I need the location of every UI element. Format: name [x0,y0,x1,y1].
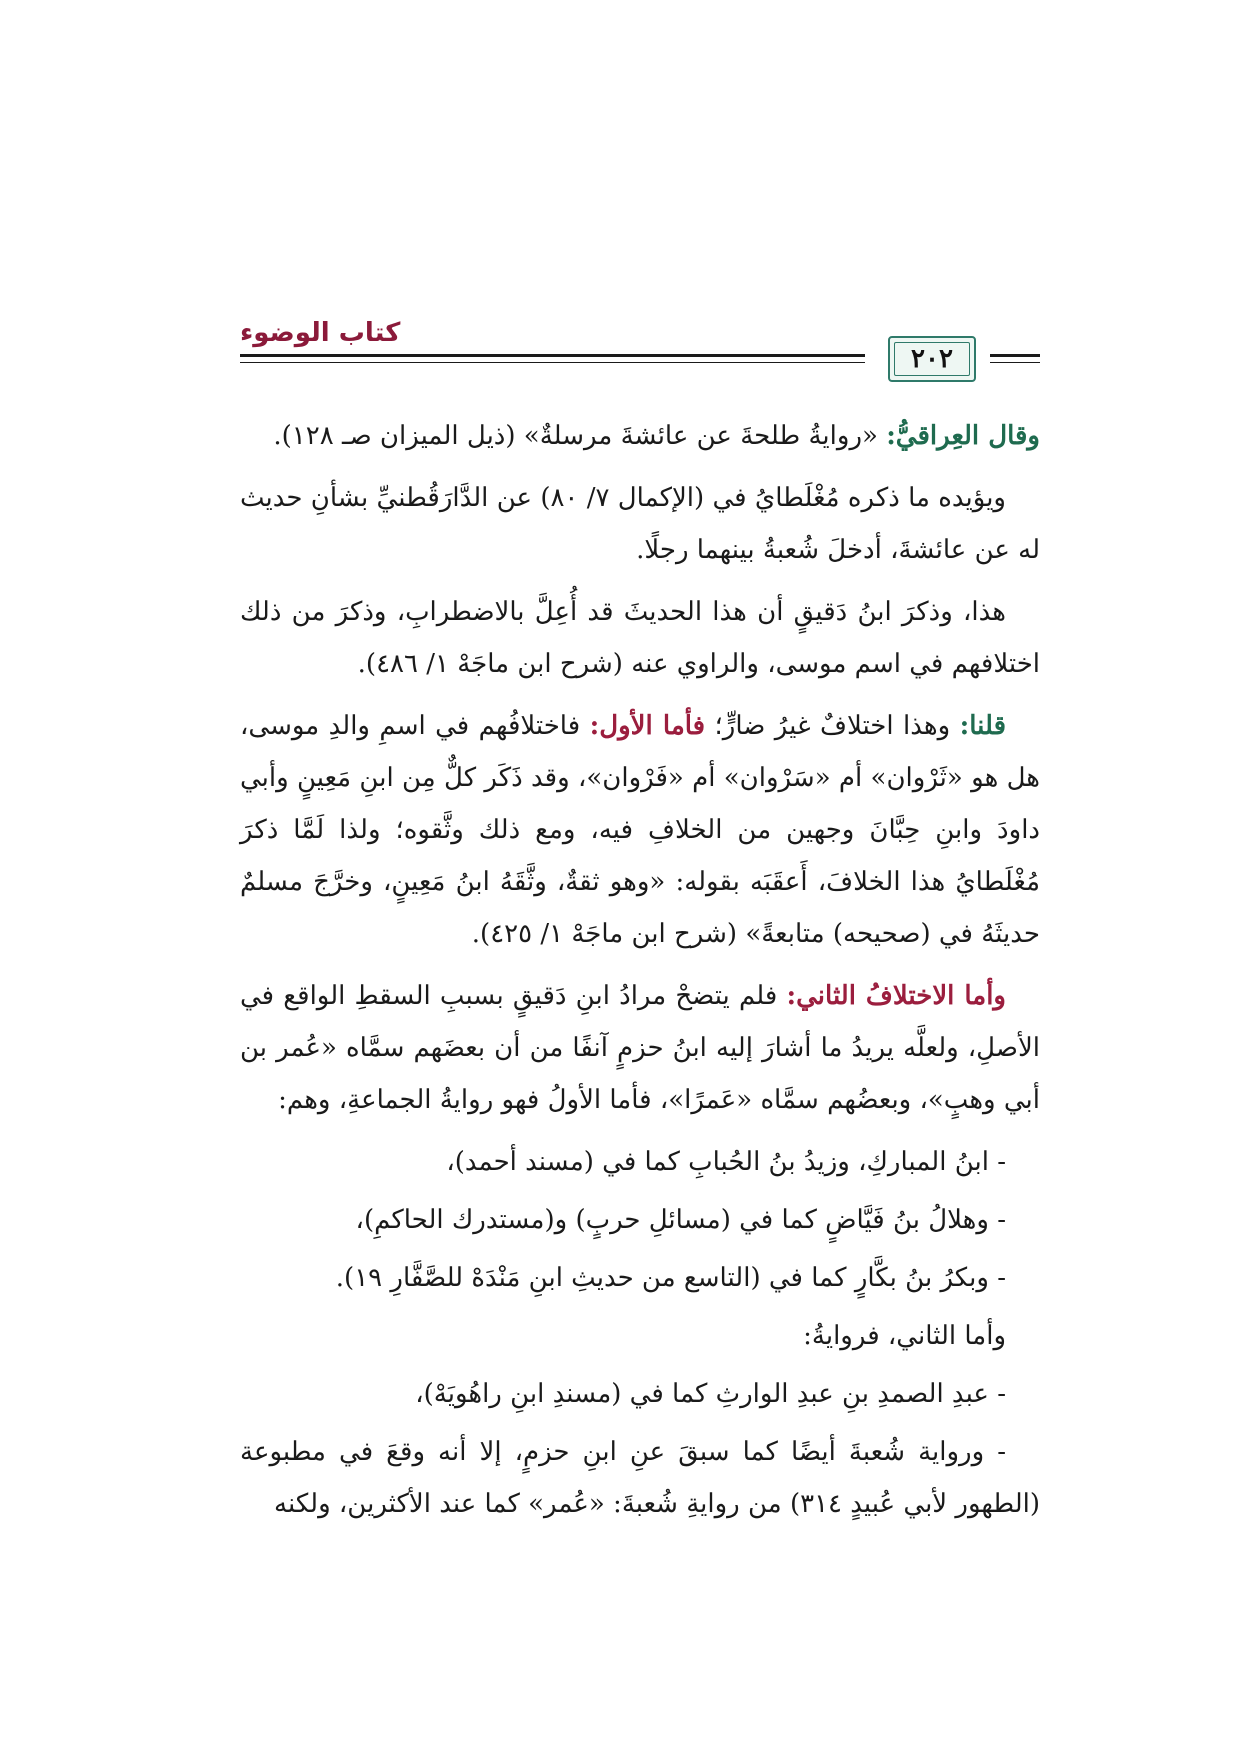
qulna-label: قلنا: [959,711,1006,741]
page-number-badge [888,336,976,382]
paragraph-ibn-daqiq [240,586,1040,690]
paragraph-iraqi [240,410,1040,462]
list-item: - وهلالُ بنُ فَيَّاضٍ كما في (مسائلِ حربٍ) و(مستدرك الحاكمِ)، [355,1205,1006,1235]
header-rule-thin [240,362,865,363]
paragraph-text: «روايةُ طلحةَ عن عائشةَ مرسلةٌ» (ذيل الميزان صـ ١٢٨). [273,421,887,451]
paragraph-second-difference [240,970,1040,1126]
page-number: ٢٠٢ [911,344,953,374]
list-item: - وبكرُ بنُ بكَّارٍ كما في (التاسع من حديثِ ابنِ مَنْدَهْ للصَّفَّارِ ١٩). [335,1263,1006,1293]
paragraph-qulna [240,700,1040,960]
paragraph-text: وهذا اختلافٌ غيرُ ضارٍّ؛ [705,711,960,741]
page-header [240,318,1040,388]
header-rule-right [990,354,1040,357]
book-title: كتاب الوضوء [240,318,401,348]
paragraph-shuba [240,1426,1040,1530]
speaker-label: وقال العِراقيُّ: [886,421,1040,451]
header-rule [240,354,865,357]
second-point-label: وأما الاختلافُ الثاني: [786,981,1006,1011]
paragraph-text: هذا، وذكرَ ابنُ دَقيقٍ أن هذا الحديثَ قد أُعِلَّ بالاضطرابِ، وذكرَ من ذلك اختلافهم في اسم موسى، والراوي عنه (شرح ابن ماجَهْ ١/ ٤٨٦). [240,597,1040,679]
paragraph-text: فاختلافُهم في اسمِ والدِ موسى، هل هو «ثَرْوان» أم «سَرْوان» أم «فَرْوان»، وقد ذَكَر كلٌّ مِن ابنِ مَعِينٍ وأبي داودَ وابنِ حِبَّانَ وجهين من الخلافِ فيه، ومع ذلك وثَّقوه؛ ولذا لَمَّا ذكرَ مُغْلَطايُ هذا الخلافَ، أَعقَبَه بقوله: «وهو ثقةٌ، وثَّقَهُ ابنُ مَعِينٍ، وخرَّجَ مسلمٌ حديثَهُ في (صحيحه) متابعةً» (شرح ابن ماجَهْ ١/ ٤٢٥). [240,711,1040,949]
paragraph-text: - ورواية شُعبةَ أيضًا كما سبقَ عنِ ابنِ حزمٍ، إلا أنه وقعَ في مطبوعة (الطهور لأبي عُبيدٍ ٣١٤) من روايةِ شُعبةَ: «عُمر» كما عند الأكثرين، ولكنه [240,1437,1040,1519]
paragraph-mughaltay [240,472,1040,576]
paragraph-text: فلم يتضحْ مرادُ ابنِ دَقيقٍ بسببِ السقطِ الواقع في الأصلِ، ولعلَّه يريدُ ما أشارَ إليه ابنُ حزمٍ آنفًا من أن بعضَهم سمَّاه «عُمر بن أبي وهبٍ»، وبعضُهم سمَّاه «عَمرًا»، فأما الأولُ فهو روايةُ الجماعةِ، وهم: [240,981,1040,1115]
paragraph-text: ويؤيده ما ذكره مُغْلَطايُ في (الإكمال ٧/ ٨٠) عن الدَّارَقُطنيِّ بشأنِ حديث له عن عائشةَ، أدخلَ شُعبةُ بينهما رجلًا. [240,483,1040,565]
first-point-label: فأما الأول: [589,711,706,741]
list-item: - ابنُ المباركِ، وزيدُ بنُ الحُبابِ كما في (مسند أحمد)، [446,1147,1006,1177]
header-rule-right-thin [990,362,1040,363]
paragraph-second-narration: وأما الثاني، فروايةُ: [803,1321,1006,1351]
page-body [240,410,1040,1540]
list-item: - عبدِ الصمدِ بنِ عبدِ الوارثِ كما في (مسندِ ابنِ راهُويَهْ)، [415,1379,1006,1409]
